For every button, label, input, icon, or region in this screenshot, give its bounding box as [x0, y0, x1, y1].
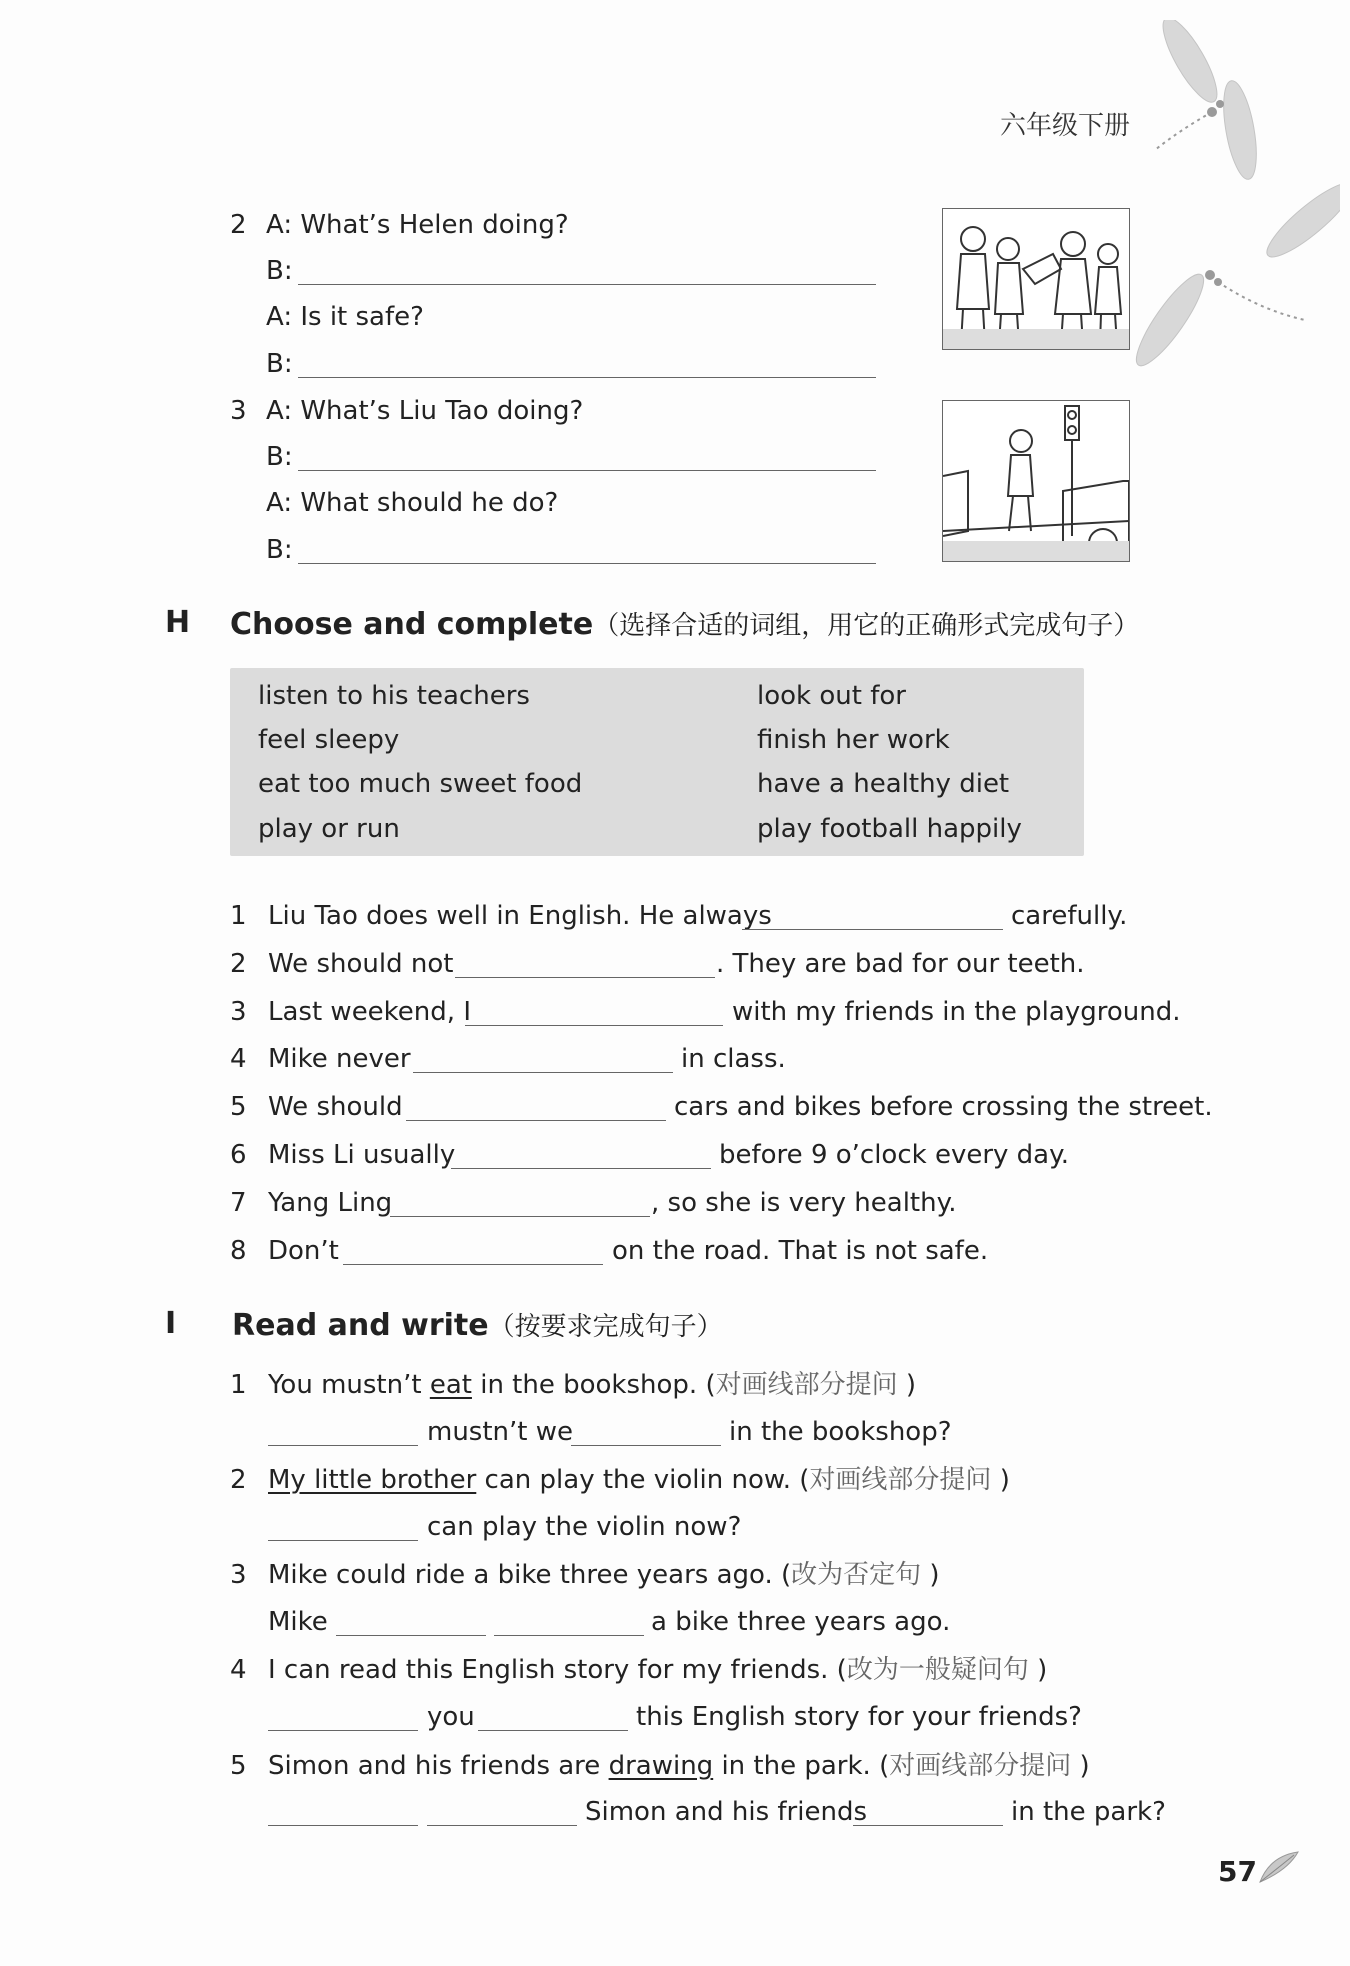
prompt-text: can play the violin now. (	[476, 1465, 810, 1495]
word-bank-option: eat too much sweet food	[258, 769, 583, 799]
answer-blank[interactable]	[298, 351, 876, 378]
prompt-text: in the bookshop. (	[471, 1370, 716, 1400]
answer-text: in the park?	[1011, 1797, 1166, 1827]
section-h-heading	[230, 605, 1139, 642]
answer-blank[interactable]	[268, 1704, 418, 1731]
prompt-text: You mustn’t	[268, 1370, 430, 1400]
answer-blank[interactable]	[742, 903, 1003, 930]
answer-blank[interactable]	[298, 537, 876, 564]
question-text: A: What should he do?	[266, 488, 559, 518]
answer-blank[interactable]	[406, 1094, 666, 1121]
sentence-text: cars and bikes before crossing the street.	[674, 1092, 1213, 1122]
question-text: A: What’s Liu Tao doing?	[266, 396, 584, 426]
dragonfly-decoration	[1120, 20, 1340, 380]
sentence-text: in class.	[681, 1044, 786, 1074]
section-h-letter: H	[165, 605, 191, 640]
answer-text: can play the violin now?	[427, 1512, 742, 1542]
illustration-liu-tao	[942, 400, 1130, 562]
children-crowd-icon	[943, 209, 1129, 349]
sentence-text: Miss Li usually	[268, 1140, 456, 1170]
sentence-text: We should	[268, 1092, 403, 1122]
prompt-text: )	[991, 1465, 1010, 1495]
answer-label: B:	[266, 535, 293, 565]
answer-blank[interactable]	[268, 1799, 418, 1826]
question-text: A: Is it safe?	[266, 302, 424, 332]
illustration-helen	[942, 208, 1130, 350]
item-number: 2	[230, 210, 247, 240]
answer-blank[interactable]	[494, 1609, 644, 1636]
item-number: 8	[230, 1236, 247, 1266]
sentence-text: Yang Ling	[268, 1188, 393, 1218]
answer-blank[interactable]	[343, 1238, 603, 1265]
prompt-text: Mike could ride a bike three years ago. (	[268, 1560, 792, 1590]
answer-blank[interactable]	[390, 1190, 650, 1217]
answer-blank[interactable]	[478, 1704, 628, 1731]
word-bank-option: listen to his teachers	[258, 681, 530, 711]
item-number: 5	[230, 1092, 247, 1122]
answer-blank[interactable]	[455, 951, 715, 978]
sentence-text: . They are bad for our teeth.	[716, 949, 1085, 979]
answer-blank[interactable]	[571, 1419, 721, 1446]
word-bank-option: have a healthy diet	[757, 769, 1010, 799]
word-bank-option: feel sleepy	[258, 725, 400, 755]
item-number: 1	[230, 901, 247, 931]
prompt-text: )	[1028, 1655, 1048, 1685]
answer-text: in the bookshop?	[729, 1417, 952, 1447]
word-bank-option: look out for	[757, 681, 906, 711]
sentence-text: Liu Tao does well in English. He always	[268, 901, 772, 931]
instruction-hint: 对画线部分提问	[809, 1465, 992, 1495]
answer-text: you	[427, 1702, 475, 1732]
answer-text: Simon and his friends	[585, 1797, 867, 1827]
item-number: 5	[230, 1751, 247, 1781]
underlined-part: eat	[429, 1370, 472, 1400]
prompt-sentence	[268, 1560, 940, 1590]
prompt-text: in the park. (	[713, 1751, 890, 1781]
prompt-sentence	[268, 1655, 1047, 1685]
item-number: 2	[230, 1465, 247, 1495]
sentence-text: carefully.	[1011, 901, 1128, 931]
underlined-part: My little brother	[268, 1465, 477, 1495]
prompt-sentence	[268, 1465, 1010, 1495]
section-h-title: Choose and complete	[230, 607, 594, 642]
item-number: 7	[230, 1188, 247, 1218]
answer-blank[interactable]	[298, 444, 876, 471]
answer-blank[interactable]	[413, 1046, 673, 1073]
sentence-text: We should not	[268, 949, 454, 979]
sentence-text: Last weekend, I	[268, 997, 471, 1027]
item-number: 3	[230, 396, 247, 426]
prompt-text: )	[897, 1370, 917, 1400]
leaf-icon	[1258, 1850, 1300, 1884]
answer-blank[interactable]	[298, 258, 876, 285]
underlined-part: drawing	[608, 1751, 714, 1781]
prompt-sentence	[268, 1370, 916, 1400]
answer-text: mustn’t we	[427, 1417, 574, 1447]
item-number: 4	[230, 1655, 247, 1685]
item-number: 3	[230, 997, 247, 1027]
section-i-letter: I	[165, 1306, 177, 1341]
answer-blank[interactable]	[451, 1142, 711, 1169]
section-i-heading	[232, 1306, 723, 1343]
prompt-sentence	[268, 1751, 1090, 1781]
answer-blank[interactable]	[268, 1419, 418, 1446]
sentence-text: on the road. That is not safe.	[612, 1236, 989, 1266]
item-number: 1	[230, 1370, 247, 1400]
answer-blank[interactable]	[336, 1609, 486, 1636]
section-i-instruction: （按要求完成句子）	[488, 1312, 723, 1342]
question-text: A: What’s Helen doing?	[266, 210, 569, 240]
answer-blank[interactable]	[268, 1514, 418, 1541]
item-number: 2	[230, 949, 247, 979]
prompt-text: )	[921, 1560, 940, 1590]
item-number: 6	[230, 1140, 247, 1170]
item-number: 3	[230, 1560, 247, 1590]
instruction-hint: 对画线部分提问	[889, 1751, 1072, 1781]
instruction-hint: 对画线部分提问	[715, 1370, 898, 1400]
answer-text: Mike	[268, 1607, 328, 1637]
answer-label: B:	[266, 442, 293, 472]
answer-blank[interactable]	[465, 999, 723, 1026]
sentence-text: , so she is very healthy.	[651, 1188, 957, 1218]
item-number: 4	[230, 1044, 247, 1074]
prompt-text: Simon and his friends are	[268, 1751, 609, 1781]
prompt-text: )	[1071, 1751, 1090, 1781]
answer-blank[interactable]	[853, 1799, 1003, 1826]
instruction-hint: 改为一般疑问句	[846, 1655, 1029, 1685]
grade-label: 六年级下册	[1000, 111, 1131, 141]
instruction-hint: 改为否定句	[791, 1560, 922, 1590]
sentence-text: with my friends in the playground.	[732, 997, 1181, 1027]
sentence-text: Mike never	[268, 1044, 411, 1074]
answer-label: B:	[266, 256, 293, 286]
answer-label: B:	[266, 349, 293, 379]
word-bank-option: play or run	[258, 814, 400, 844]
answer-text: a bike three years ago.	[651, 1607, 951, 1637]
sentence-text: before 9 o’clock every day.	[719, 1140, 1070, 1170]
boy-crossing-street-icon	[943, 401, 1129, 561]
sentence-text: Don’t	[268, 1236, 339, 1266]
page-number: 57	[1218, 1855, 1257, 1888]
section-h-instruction: （选择合适的词组，用它的正确形式完成句子）	[593, 611, 1140, 641]
prompt-text: I can read this English story for my friends. (	[268, 1655, 847, 1685]
answer-blank[interactable]	[427, 1799, 577, 1826]
word-bank-option: finish her work	[757, 725, 950, 755]
word-bank-option: play football happily	[757, 814, 1022, 844]
answer-text: this English story for your friends?	[636, 1702, 1082, 1732]
section-i-title: Read and write	[232, 1308, 489, 1343]
